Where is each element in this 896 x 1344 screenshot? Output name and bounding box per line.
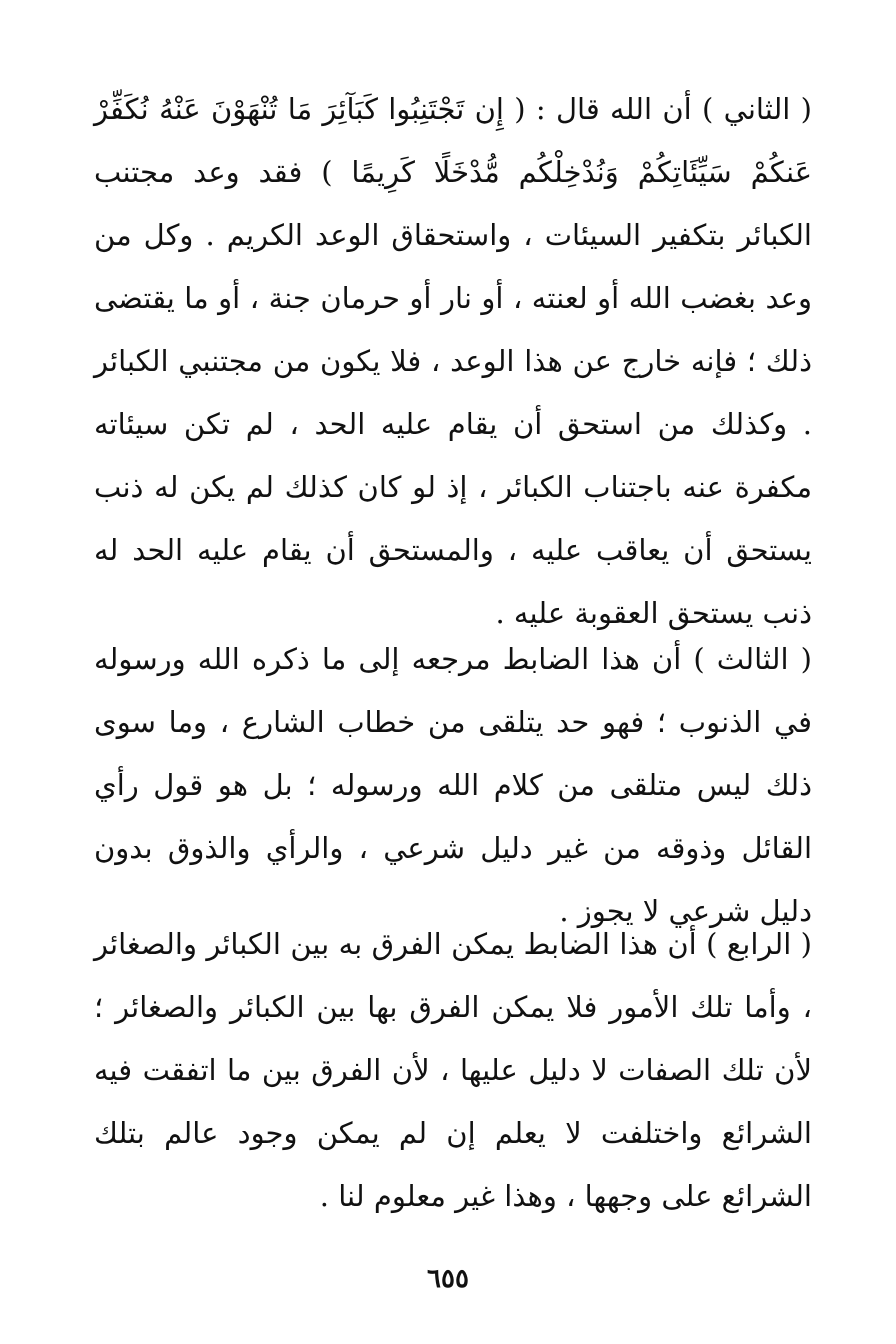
paragraph-third-point: ( الثالث ) أن هذا الضابط مرجعه إلى ما ذكره الله ورسوله في الذنوب ؛ فهو حد يتلقى من خطاب الشارع ، وما سوى ذلك ليس متلقى من كلام الله ورسوله ؛ بل هو قول رأي القائل وذوقه من غير دليل شرعي ، والرأي والذوق بدون دليل شرعي لا يجوز . bbox=[94, 642, 812, 928]
paragraph-fourth-point: ( الرابع ) أن هذا الضابط يمكن الفرق به بين الكبائر والصغائر ، وأما تلك الأمور فلا يمكن الفرق بها بين الكبائر والصغائر ؛ لأن تلك الصفات لا دليل عليها ، لأن الفرق بين ما اتفقت فيه الشرائع واختلفت لا يعلم إن لم يمكن وجود عالم بتلك الشرائع على وجهها ، وهذا غير معلوم لنا . bbox=[94, 927, 812, 1213]
page-number: ٦٥٥ bbox=[427, 1264, 469, 1294]
paragraph-second-point: ( الثاني ) أن الله قال : ( إِن تَجْتَنِبُوا كَبَآئِرَ مَا تُنْهَوْنَ عَنْهُ نُكَفِّرْ عَنكُمْ سَيِّئَاتِكُمْ وَنُدْخِلْكُم مُّدْخَلًا كَرِيمًا ) فقد وعد مجتنب الكبائر بتكفير السيئات ، واستحقاق الوعد الكريم . وكل من وعد بغضب الله أو لعنته ، أو نار أو حرمان جنة ، أو ما يقتضى ذلك ؛ فإنه خارج عن هذا الوعد ، فلا يكون من مجتنبي الكبائر . وكذلك من استحق أن يقام عليه الحد ، لم تكن سيئاته مكفرة عنه باجتناب الكبائر ، إذ لو كان كذلك لم يكن له ذنب يستحق أن يعاقب عليه ، والمستحق أن يقام عليه الحد له ذنب يستحق العقوبة عليه . bbox=[94, 92, 812, 630]
